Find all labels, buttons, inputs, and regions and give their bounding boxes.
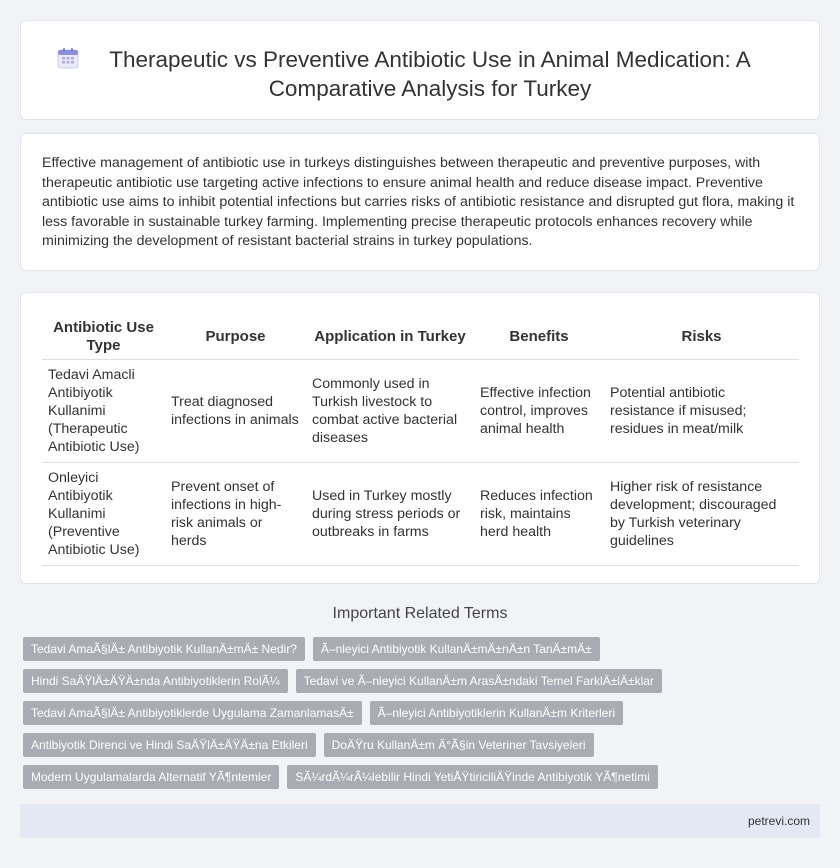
column-header: Risks — [604, 315, 799, 360]
related-term-tag[interactable]: Tedavi ve Ã–nleyici KullanÄ±m ArasÄ±ndaki Temel FarklÄ±lÄ±klar — [296, 669, 662, 693]
table-row — [42, 463, 799, 566]
intro-paragraph: Effective management of antibiotic use in turkeys distinguishes between therapeutic and preventive purposes, with therapeutic antibiotic use targeting active infections to ensure animal health and reduce disease impact. Preventive antibiotic use aims to inhibit potential infections but carries risks of antibiotic resistance and disrupted gut flora, making it less favorable in sustainable turkey farming. Implementing precise therapeutic protocols enhances recovery while minimizing the development of resistant bacterial strains in turkey populations. — [42, 155, 795, 249]
comparison-table — [42, 315, 799, 566]
related-term-tag[interactable]: Hindi SaÄŸlÄ±ÄŸÄ±nda Antibiyotiklerin RolÃ¼ — [23, 669, 288, 693]
column-header: Antibiotic Use Type — [42, 315, 165, 360]
related-term-tag[interactable]: Tedavi AmaÃ§lÄ± Antibiyotik KullanÄ±mÄ± Nedir? — [23, 637, 305, 661]
table-cell: Higher risk of resistance development; discouraged by Turkish veterinary guidelines — [604, 463, 799, 566]
table-cell: Treat diagnosed infections in animals — [165, 360, 306, 463]
related-term-tag[interactable]: DoÄŸru KullanÄ±m Ä°Ã§in Veteriner Tavsiyeleri — [324, 733, 594, 757]
related-term-tag[interactable]: SÃ¼rdÃ¼rÃ¼lebilir Hindi YetiÅŸtiriciliÄŸinde Antibiyotik YÃ¶netimi — [287, 765, 657, 789]
table-cell: Prevent onset of infections in high-risk animals or herds — [165, 463, 306, 566]
column-header: Purpose — [165, 315, 306, 360]
table-header-row — [42, 315, 799, 360]
table-cell: Reduces infection risk, maintains herd health — [474, 463, 604, 566]
intro-card — [20, 133, 820, 271]
table-row — [42, 360, 799, 463]
table-cell: Commonly used in Turkish livestock to combat active bacterial diseases — [306, 360, 474, 463]
related-term-tag[interactable]: Tedavi AmaÃ§lÄ± Antibiyotiklerde Uygulama ZamanlamasÄ± — [23, 701, 362, 725]
site-credit-link[interactable]: petrevi.com — [747, 814, 810, 828]
related-term-tag[interactable]: Ã–nleyici Antibiyotiklerin KullanÄ±m Kriterleri — [370, 701, 623, 725]
page-title: Therapeutic vs Preventive Antibiotic Use in Animal Medication: A Comparative Analysis for Turkey — [109, 47, 751, 101]
footer — [20, 804, 820, 838]
related-term-tag[interactable]: Antibiyotik Direnci ve Hindi SaÄŸlÄ±ÄŸÄ±na Etkileri — [23, 733, 316, 757]
column-header: Application in Turkey — [306, 315, 474, 360]
comparison-table-card — [20, 292, 820, 584]
related-terms-heading: Important Related Terms — [332, 605, 508, 622]
table-cell: Potential antibiotic resistance if misused; residues in meat/milk — [604, 360, 799, 463]
related-term-tag[interactable]: Ã–nleyici Antibiyotik KullanÄ±mÄ±nÄ±n TanÄ±mÄ± — [313, 637, 600, 661]
table-cell: Onleyici Antibiyotik Kullanimi (Preventive Antibiotic Use) — [42, 463, 165, 566]
table-cell: Used in Turkey mostly during stress periods or outbreaks in farms — [306, 463, 474, 566]
column-header: Benefits — [474, 315, 604, 360]
related-term-tag[interactable]: Modern Uygulamalarda Alternatif YÃ¶ntemler — [23, 765, 279, 789]
header-card — [20, 20, 820, 120]
table-cell: Effective infection control, improves animal health — [474, 360, 604, 463]
table-cell: Tedavi Amacli Antibiyotik Kullanimi (Therapeutic Antibiotic Use) — [42, 360, 165, 463]
related-terms-list — [23, 637, 823, 797]
